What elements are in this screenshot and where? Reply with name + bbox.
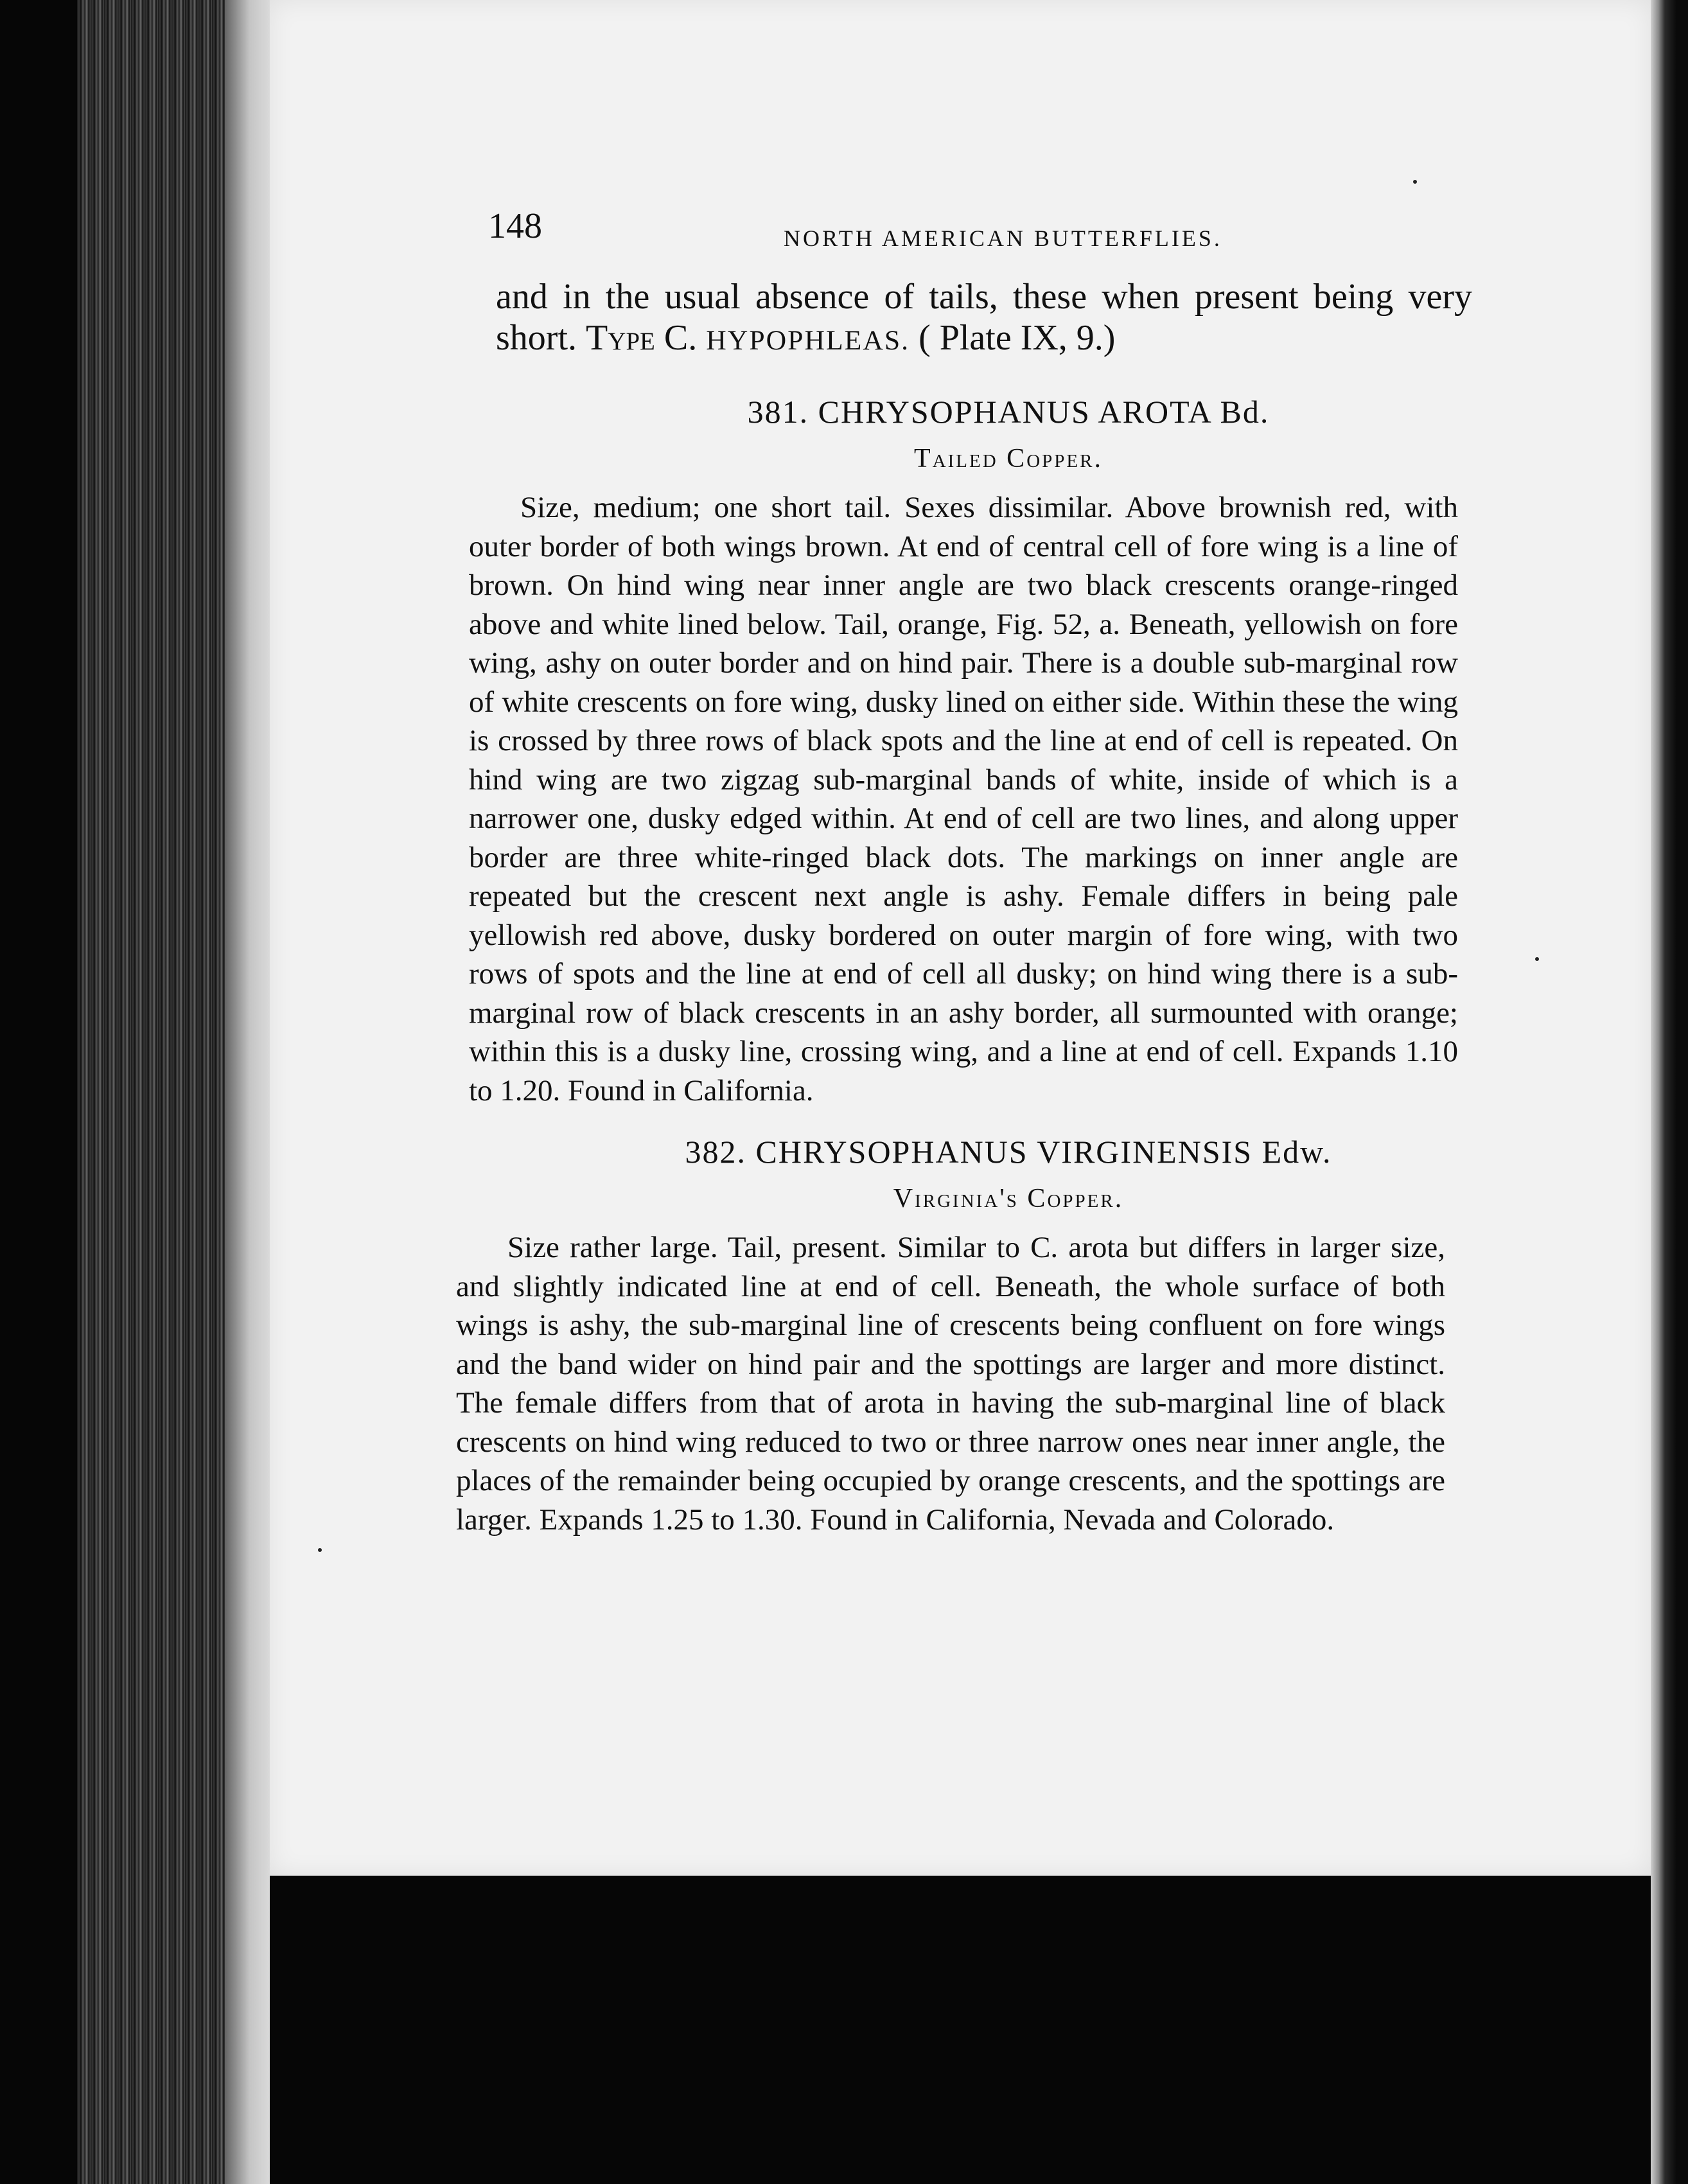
common-name: Virginia's Copper. — [893, 1184, 1124, 1213]
type-label: Type C. — [586, 318, 698, 358]
intro-text: and in the usual absence of tails, these when present being very short. — [496, 277, 1472, 358]
species-entry — [456, 1133, 1471, 1539]
type-name: HYPOPHLEAS. — [706, 325, 910, 356]
running-title: NORTH AMERICAN BUTTERFLIES. — [784, 225, 1222, 251]
paper-speck — [318, 1548, 322, 1552]
page-number: 148 — [488, 206, 542, 246]
paper-speck — [1413, 180, 1417, 184]
species-description: Size, medium; one short tail. Sexes dissimilar. Above brownish red, with outer border of both wings brown. At end of central cell of fore wing is a line of brown. On hind wing near inner angle are two black crescents orange-ringed above and white lined below. Tail, orange, Fig. 52, a. Beneath, yellowish on fore wing, ashy on outer border and on hind pair. There is a double sub-marginal row of white crescents on fore wing, dusky lined on either side. Within these the wing is crossed by three rows of black spots and the line at end of cell is repeated. On hind wing are two zigzag sub-marginal bands of white, inside of which is a narrower one, dusky edged within. At end of cell are two lines, and along upper border are three white-ringed black dots. The markings on inner angle are repeated but the crescent next angle is ashy. Female differs in being pale yellowish red above, dusky bordered on outer margin of fore wing, with two rows of spots and the line at end of cell all dusky; on hind wing there is a sub-marginal row of black crescents in an ashy border, all surmounted with orange; within this is a dusky line, crossing wing, and a line at end of cell. Expands 1.10 to 1.20. Found in California. — [469, 491, 1458, 1107]
species-entry — [469, 393, 1471, 1110]
plate-reference: ( Plate IX, 9.) — [919, 318, 1116, 358]
species-description: Size rather large. Tail, present. Similar to C. arota but differs in larger size, and slightly indicated line at end of cell. Beneath, the whole surface of both wings is ashy, the sub-marginal line of crescents being confluent on fore wings and the band wider on hind pair and the spottings are larger and more distinct. The female differs from that of arota in having the sub-marginal line of black crescents on hind wing reduced to two or three narrow ones near inner angle, the places of the remainder being occupied by orange crescents, and the spottings are larger. Expands 1.25 to 1.30. Found in California, Nevada and Colorado. — [456, 1231, 1445, 1537]
page-text — [456, 193, 1472, 1539]
common-name: Tailed Copper. — [914, 444, 1103, 473]
running-head — [469, 193, 1471, 251]
species-heading: 381. CHRYSOPHANUS AROTA Bd. — [747, 394, 1270, 430]
book-page-edges — [77, 0, 270, 2184]
paper-speck — [1535, 957, 1539, 961]
intro-paragraph — [496, 276, 1472, 361]
book-right-edge — [1651, 0, 1688, 2184]
species-heading: 382. CHRYSOPHANUS VIRGINENSIS Edw. — [685, 1134, 1332, 1170]
scan-background — [270, 1876, 1651, 2184]
